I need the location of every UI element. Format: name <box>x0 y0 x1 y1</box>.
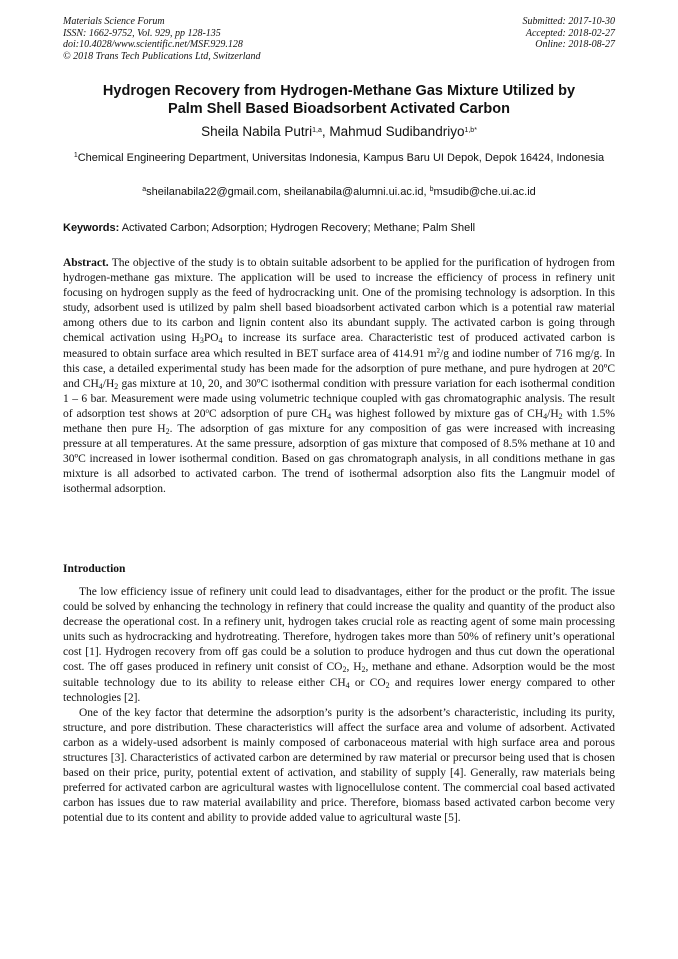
paragraph-text: and requires lower energy compared to other technologies [2]. <box>63 676 615 704</box>
author-name: Mahmud Sudibandriyo <box>329 124 465 139</box>
abstract <box>63 256 615 498</box>
abstract-text: PO <box>203 332 219 345</box>
title-line-2: Palm Shell Based Bioadsorbent Activated Carbon <box>168 101 510 117</box>
email-text[interactable]: sheilanabila22@gmail.com, sheilanabila@alumni.ui.ac.id, <box>146 186 430 198</box>
online-date: Online: 2018-08-27 <box>535 39 615 50</box>
section-heading-introduction: Introduction <box>63 563 126 575</box>
subscript: 4 <box>327 411 332 421</box>
title-line-1: Hydrogen Recovery from Hydrogen-Methane Gas Mixture Utilized by <box>102 83 576 99</box>
email-text[interactable]: msudib@che.ui.ac.id <box>433 186 536 198</box>
affiliation <box>63 151 615 166</box>
affiliation-superscript: 1 <box>73 152 78 159</box>
keywords-text: Activated Carbon; Adsorption; Hydrogen Recovery; Methane; Palm Shell <box>119 222 476 234</box>
accepted-date: Accepted: 2018-02-27 <box>525 27 615 39</box>
abstract-text: was highest followed by mixture gas of CH <box>331 407 544 420</box>
publication-info <box>63 16 261 62</box>
abstract-label: Abstract. <box>63 257 109 269</box>
abstract-text: The objective of the study is to obtain suitable adsorbent to be applied for the purification of hydrogen from hydrogen-methane gas mixture. The application will be used to increase the efficiency of process in refinery unit focusing on hydrogen supply as the feed of hydrocracking unit. One of the promising technology is adsorption. In this study, adsorbent used is utilized by palm shell based bioadsorbent activated carbon which is a potential raw material among others due to its carbon and lignin content also its abundant supply. The activated carbon is going through chemical activation using H <box>63 257 615 345</box>
author-name: Sheila Nabila Putri <box>201 124 313 139</box>
affiliation-text: Chemical Engineering Department, Universitas Indonesia, Kampus Baru UI Depok, Depok 16424, Indonesia <box>77 152 605 164</box>
abstract-text: gas mixture at 10, 20, and 30ºC isothermal condition with pressure variation for each isothermal condition 1 – 6 bar. Measurement were made using volumetric technique coupled with gas chromatographic analysis. The result of adsorption test shows at 20 <box>63 377 615 420</box>
author-emails <box>63 185 615 200</box>
subscript: 4 <box>543 411 548 421</box>
paragraph-text: or CO <box>349 676 386 689</box>
author-list <box>63 123 615 140</box>
abstract-text: C adsorption of pure CH <box>209 407 328 420</box>
subscript: 3 <box>199 336 204 346</box>
keywords <box>63 221 615 236</box>
paragraph: One of the key factor that determine the adsorption’s purity is the adsorbent’s characteristic, including its purity, structure, and pore distribution. These characteristics will affect the surface area and volume of adsorbent. Activated carbon as a widely-used adsorbent is mainly composed of carbonaceous material with high surface area and porous structures [3]. Characteristics of activated carbon are determined by raw material or precursor being used that is chosen based on their price, purity, potential extent of activation, and stability of supply [4]. Generally, raw materials being preferred for activated carbon are agricultural wastes with lignocellulose content. The commercial coal based activated carbon has issues due to raw material availability and price. Therefore, biomass based activated carbon become very potential due to its content and ability to provide added value to agricultural waste [5]. <box>63 706 615 825</box>
email-superscript: a <box>142 186 147 193</box>
journal-name: Materials Science Forum <box>63 16 165 27</box>
introduction-body <box>63 585 615 827</box>
subscript: 2 <box>114 381 119 391</box>
abstract-text: to increase its surface area. Characteristic test of produced activated carbon is measured to obtain surface area which resulted in BET surface area of 414.91 m <box>63 332 615 360</box>
subscript: 2 <box>558 411 563 421</box>
author-superscript: 1,b* <box>464 127 477 134</box>
keywords-label: Keywords: <box>63 222 120 234</box>
subscript: 2 <box>342 665 347 675</box>
superscript: o <box>205 406 210 415</box>
subscript: 2 <box>165 427 170 437</box>
abstract-text: with 1.5% methane then pure H <box>63 407 615 436</box>
paper-title <box>63 82 615 118</box>
paragraph-text: The low efficiency issue of refinery unit could lead to disadvantages, either for the product or the profit. The issue could be solved by enhancing the technology in refinery that could increase the quality and quantity of the product also decrease the operational cost. In a refinery unit, hydrogen takes crucial role as reacting agent of some main processing units such as hydrocracking and hydrotreating. Therefore, hydrogen takes more than 50% of refinery unit’s operational cost [1]. Hydrogen recovery from off gas could be a solution to produce hydrogen and thus cut down the operational cost. The off gases produced in refinery unit consist of CO <box>63 586 615 674</box>
author-separator: , <box>321 124 330 139</box>
email-superscript: b <box>429 186 434 193</box>
doi-line[interactable]: doi:10.4028/www.scientific.net/MSF.929.128 <box>63 39 243 50</box>
superscript: 2 <box>436 346 441 355</box>
paragraph-text: , methane and ethane. Adsorption would be the most suitable technology due to its ability to release either CH <box>63 661 615 689</box>
subscript: 2 <box>385 680 390 690</box>
abstract-text: . The adsorption of gas mixture for any composition of gas were increased with increasing pressure at all temperatures. At the same pressure, adsorption of gas mixture that composed of 8.5% methane at 10 and 30ºC increased in lower isothermal condition. Based on gas chromatograph analysis, in all conditions methane in gas mixture is all adsorbed to activated carbon. The trend of isothermal adsorption also fits the Langmuir model of isothermal adsorption. <box>63 423 615 496</box>
subscript: 4 <box>218 336 223 346</box>
author-superscript: 1,a <box>312 127 322 134</box>
paragraph <box>63 585 615 706</box>
submitted-date: Submitted: 2017-10-30 <box>522 16 615 27</box>
paragraph-text: , H <box>346 661 362 674</box>
subscript: 4 <box>345 680 350 690</box>
copyright-line: © 2018 Trans Tech Publications Ltd, Switzerland <box>63 50 261 62</box>
abstract-text: /H <box>102 377 115 390</box>
abstract-text: /H <box>547 407 559 420</box>
abstract-text: /g and iodine number of 716 mg/g. In this case, a detailed experimental study has been made for the adsorption of pure methane, and pure hydrogen at 20ºC and CH <box>63 347 616 390</box>
issn-line: ISSN: 1662-9752, Vol. 929, pp 128-135 <box>63 27 221 39</box>
subscript: 4 <box>98 381 103 391</box>
subscript: 2 <box>361 665 366 675</box>
publication-dates <box>523 16 616 51</box>
